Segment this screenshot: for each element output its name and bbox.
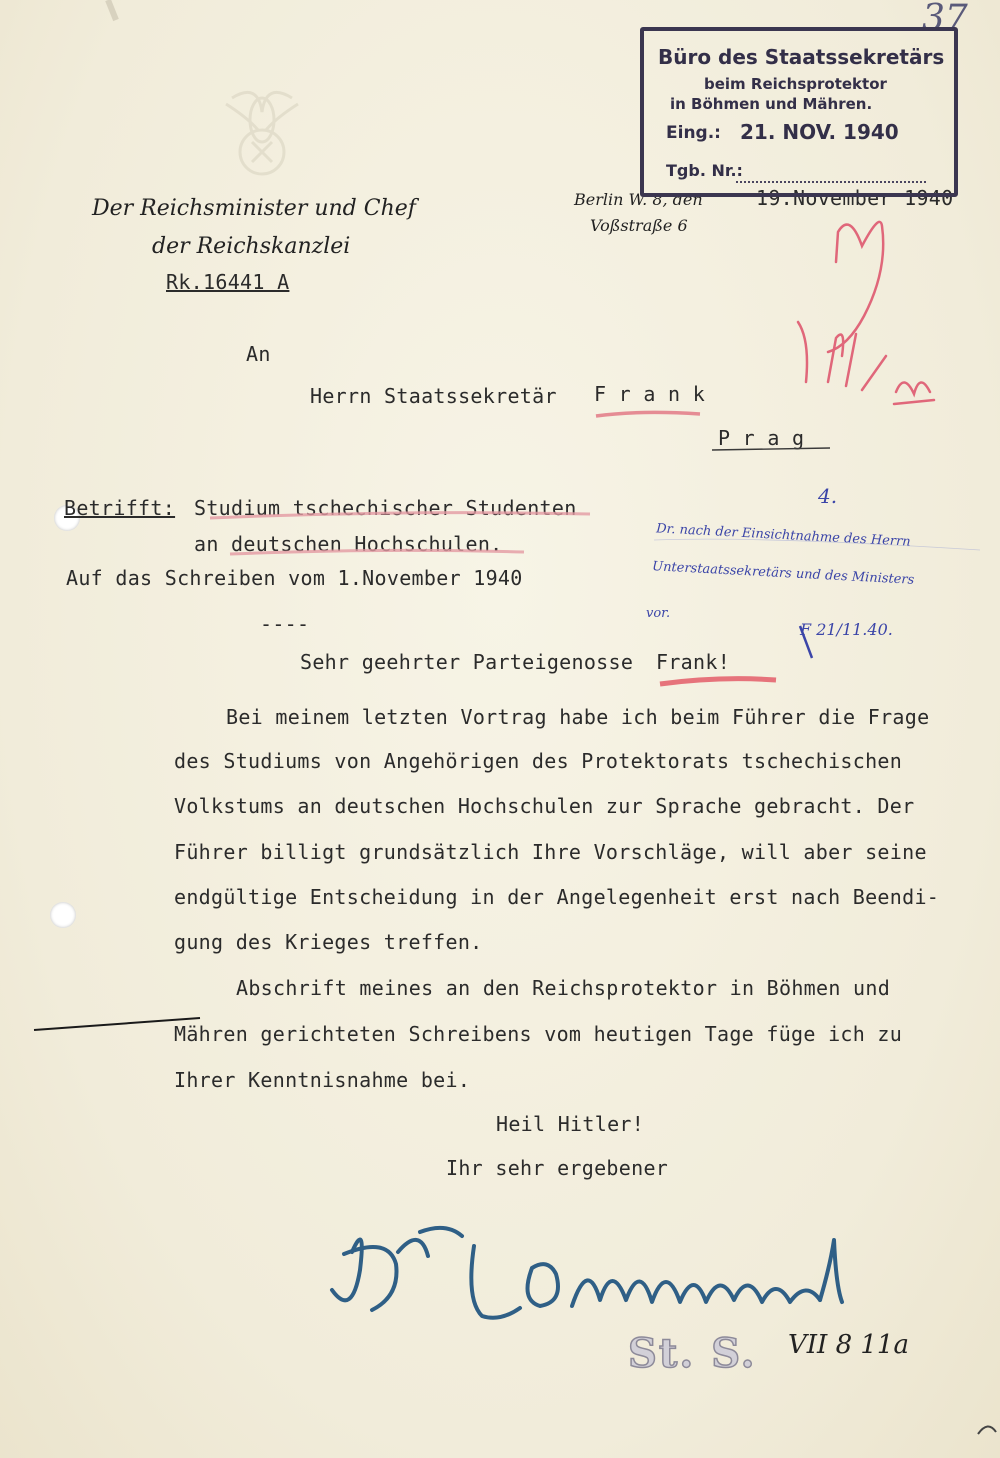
filing-annotation: VII 8 11a (788, 1330, 909, 1360)
subject-line1: Studium tschechischer Studenten (194, 496, 577, 520)
stamp-tgb-label: Tgb. Nr.: (666, 161, 743, 180)
subject-line2: an deutschen Hochschulen. (194, 532, 503, 556)
blue-note-initial: F 21/11.40. (800, 620, 893, 639)
street-address: Voßstraße 6 (590, 216, 688, 235)
recipient-city: P r a g (718, 426, 805, 450)
stamp-eing-label: Eing.: (666, 123, 721, 143)
stamp-eing-date: 21. NOV. 1940 (740, 120, 899, 144)
stamp-office-line3: in Böhmen und Mähren. (670, 95, 873, 113)
stamp-office-line2: beim Reichsprotektor (704, 75, 887, 93)
recipient-an: An (246, 342, 271, 366)
closing-heil: Heil Hitler! (496, 1112, 645, 1136)
recipient-prefix: Herrn Staatssekretär (310, 384, 557, 408)
place-prefix: Berlin W. 8, den (574, 190, 703, 209)
blue-note-line2: Unterstaatssekretärs und des Ministers (651, 559, 915, 588)
salutation-name: Frank! (656, 650, 731, 674)
subject-reference: Auf das Schreiben vom 1.November 1940 (66, 566, 523, 590)
subject-label: Betrifft: (64, 496, 176, 520)
closing-regards: Ihr sehr ergebener (446, 1156, 669, 1180)
recipient-name: F r a n k (594, 382, 706, 406)
page-number: 37 (922, 0, 968, 39)
stamp-office: Büro des Staatssekretärs (658, 45, 945, 69)
body-line-2: des Studiums von Angehörigen des Protektorats tschechischen (174, 749, 903, 773)
blue-note-line3: vor. (646, 606, 671, 621)
blue-note-mark: 4. (818, 484, 838, 508)
body-line-6: gung des Krieges treffen. (174, 930, 483, 954)
body-line-5: endgültige Entscheidung in der Angelegenheit erst nach Beendi- (174, 885, 940, 909)
body-line-1: Bei meinem letzten Vortrag habe ich beim Führer die Frage (226, 705, 930, 729)
blue-note-line1: Dr. nach der Einsichtnahme des Herrn (655, 521, 911, 550)
body-line-7: Abschrift meines an den Reichsprotektor in Böhmen und (236, 976, 891, 1000)
reference-number: Rk.16441 A (166, 270, 290, 294)
salutation-prefix: Sehr geehrter Parteigenosse (300, 650, 634, 674)
body-line-4: Führer billigt grundsätzlich Ihre Vorschläge, will aber seine (174, 840, 927, 864)
body-line-8: Mähren gerichteten Schreibens vom heutigen Tage füge ich zu (174, 1022, 903, 1046)
letter-date: 19.November 1940 (756, 186, 954, 210)
filing-stamp: St. S. (628, 1330, 757, 1377)
subject-separator: ---- (260, 612, 310, 636)
body-line-9: Ihrer Kenntnisnahme bei. (174, 1068, 471, 1092)
body-line-3: Volkstums an deutschen Hochschulen zur Sprache gebracht. Der (174, 794, 915, 818)
letterhead-title: Der Reichsminister und Chef (92, 196, 416, 221)
letterhead-subtitle: der Reichskanzlei (152, 234, 351, 259)
